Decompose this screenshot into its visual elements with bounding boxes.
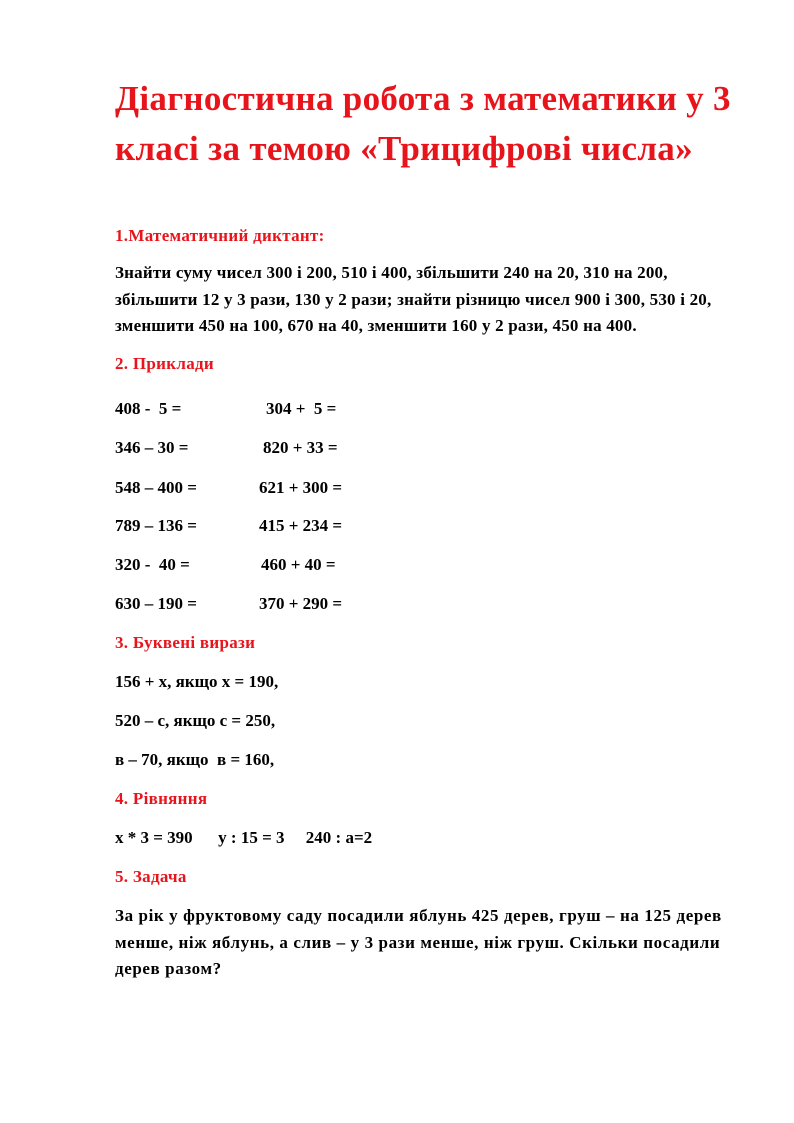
example-left: 789 – 136 = <box>115 516 197 535</box>
letter-expression: 156 + х, якщо х = 190, <box>115 672 279 691</box>
example-left: 320 - 40 = <box>115 555 190 574</box>
problem-text: За рік у фруктовому саду посадили яблунь 425 дерев, груш – на 125 дерев менше, ніж яблунь, а слив – у 3 рази менше, ніж груш. Скільки посадили дерев разом? <box>115 906 722 978</box>
section-heading-letter-expressions: 3. Буквені вирази <box>115 633 256 652</box>
section-heading-examples: 2. Приклади <box>115 354 214 373</box>
dictation-text: Знайти суму чисел 300 і 200, 510 і 400, збільшити 240 на 20, 310 на 200, збільшити 12 у 3 рази, 130 у 2 рази; знайти різницю чисел 900 і 300, 530 і 20, зменшити 450 на 100, 670 на 40, зменшити 160 у 2 рази, 450 на 400. <box>115 263 712 335</box>
section-heading-equations: 4. Рівняння <box>115 789 208 808</box>
example-left: 346 – 30 = <box>115 438 189 457</box>
example-right: 621 + 300 = <box>259 478 343 497</box>
example-right: 460 + 40 = <box>261 555 336 574</box>
example-right: 415 + 234 = <box>259 516 343 535</box>
section-heading-problem: 5. Задача <box>115 867 187 886</box>
example-right: 370 + 290 = <box>259 594 343 613</box>
example-left: 548 – 400 = <box>115 478 197 497</box>
equations-line: х * 3 = 390 у : 15 = 3 240 : а=2 <box>115 828 373 847</box>
page-title: Діагностична робота з математики у 3 класі за темою «Трицифрові числа» <box>115 79 731 168</box>
section-heading-dictation: 1.Математичний диктант: <box>115 226 325 245</box>
example-right: 304 + 5 = <box>266 399 337 418</box>
example-left: 408 - 5 = <box>115 399 182 418</box>
example-right: 820 + 33 = <box>263 438 338 457</box>
letter-expression: 520 – с, якщо с = 250, <box>115 711 276 730</box>
example-left: 630 – 190 = <box>115 594 197 613</box>
letter-expression: в – 70, якщо в = 160, <box>115 750 275 769</box>
